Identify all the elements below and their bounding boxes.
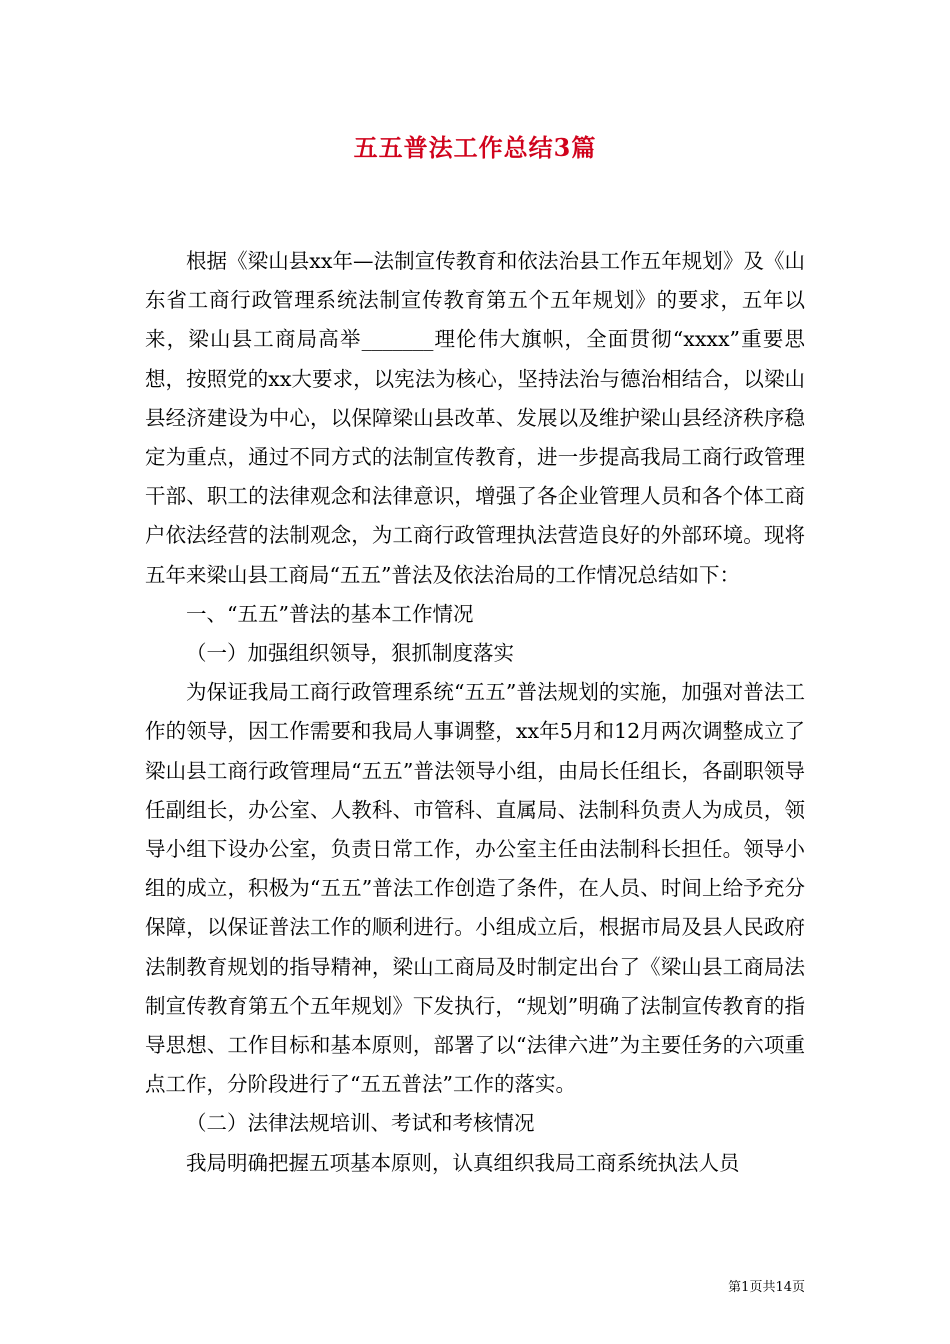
paragraph-intro: 根据《梁山县xx年—法制宣传教育和依法治县工作五年规划》及《山东省工商行政管理系统法制宣传教育第五个五年规划》的要求，五年以来，梁山县工商局高举_______理伦伟大旗帜，全面贯彻“xxxx”重要思想，按照党的xx大要求，以宪法为核心，坚持法治与德治相结合，以梁山县经济建设为中心，以保障梁山县改革、发展以及维护梁山县经济秩序稳定为重点，通过不同方式的法制宣传教育，进一步提高我局工商行政管理干部、职工的法律观念和法律意识，增强了各企业管理人员和各个体工商户依法经营的法制观念，为工商行政管理执法营造良好的外部环境。现将五年来梁山县工商局“五五”普法及依法治局的工作情况总结如下： [145, 249, 805, 587]
page-number-footer: 第1页共14页 [728, 1280, 805, 1295]
document-title: 五五普法工作总结3篇 [353, 133, 597, 162]
paragraph-training: 我局明确把握五项基本原则，认真组织我局工商系统执法人员 [186, 1150, 740, 1175]
subsection-heading-1: （一）加强组织领导，狠抓制度落实 [186, 641, 514, 666]
section-heading-1: 一、“五五”普法的基本工作情况 [186, 601, 474, 626]
paragraph-organization: 为保证我局工商行政管理系统“五五”普法规划的实施，加强对普法工作的领导，因工作需要和我局人事调整，xx年5月和12月两次调整成立了梁山县工商行政管理局“五五”普法领导小组，由局长任组长，各副职领导任副组长，办公室、人教科、市管科、直属局、法制科负责人为成员，领导小组下设办公室，负责日常工作，办公室主任由法制科长担任。领导小组的成立，积极为“五五”普法工作创造了条件，在人员、时间上给予充分保障，以保证普法工作的顺利进行。小组成立后，根据市局及县人民政府法制教育规划的指导精神，梁山工商局及时制定出台了《梁山县工商局法制宣传教育第五个五年规划》下发执行，“规划”明确了法制宣传教育的指导思想、工作目标和基本原则，部署了以“法律六进”为主要任务的六项重点工作，分阶段进行了“五五普法”工作的落实。 [145, 680, 805, 1097]
subsection-heading-2: （二）法律法规培训、考试和考核情况 [186, 1111, 535, 1136]
document-body [145, 242, 805, 1183]
